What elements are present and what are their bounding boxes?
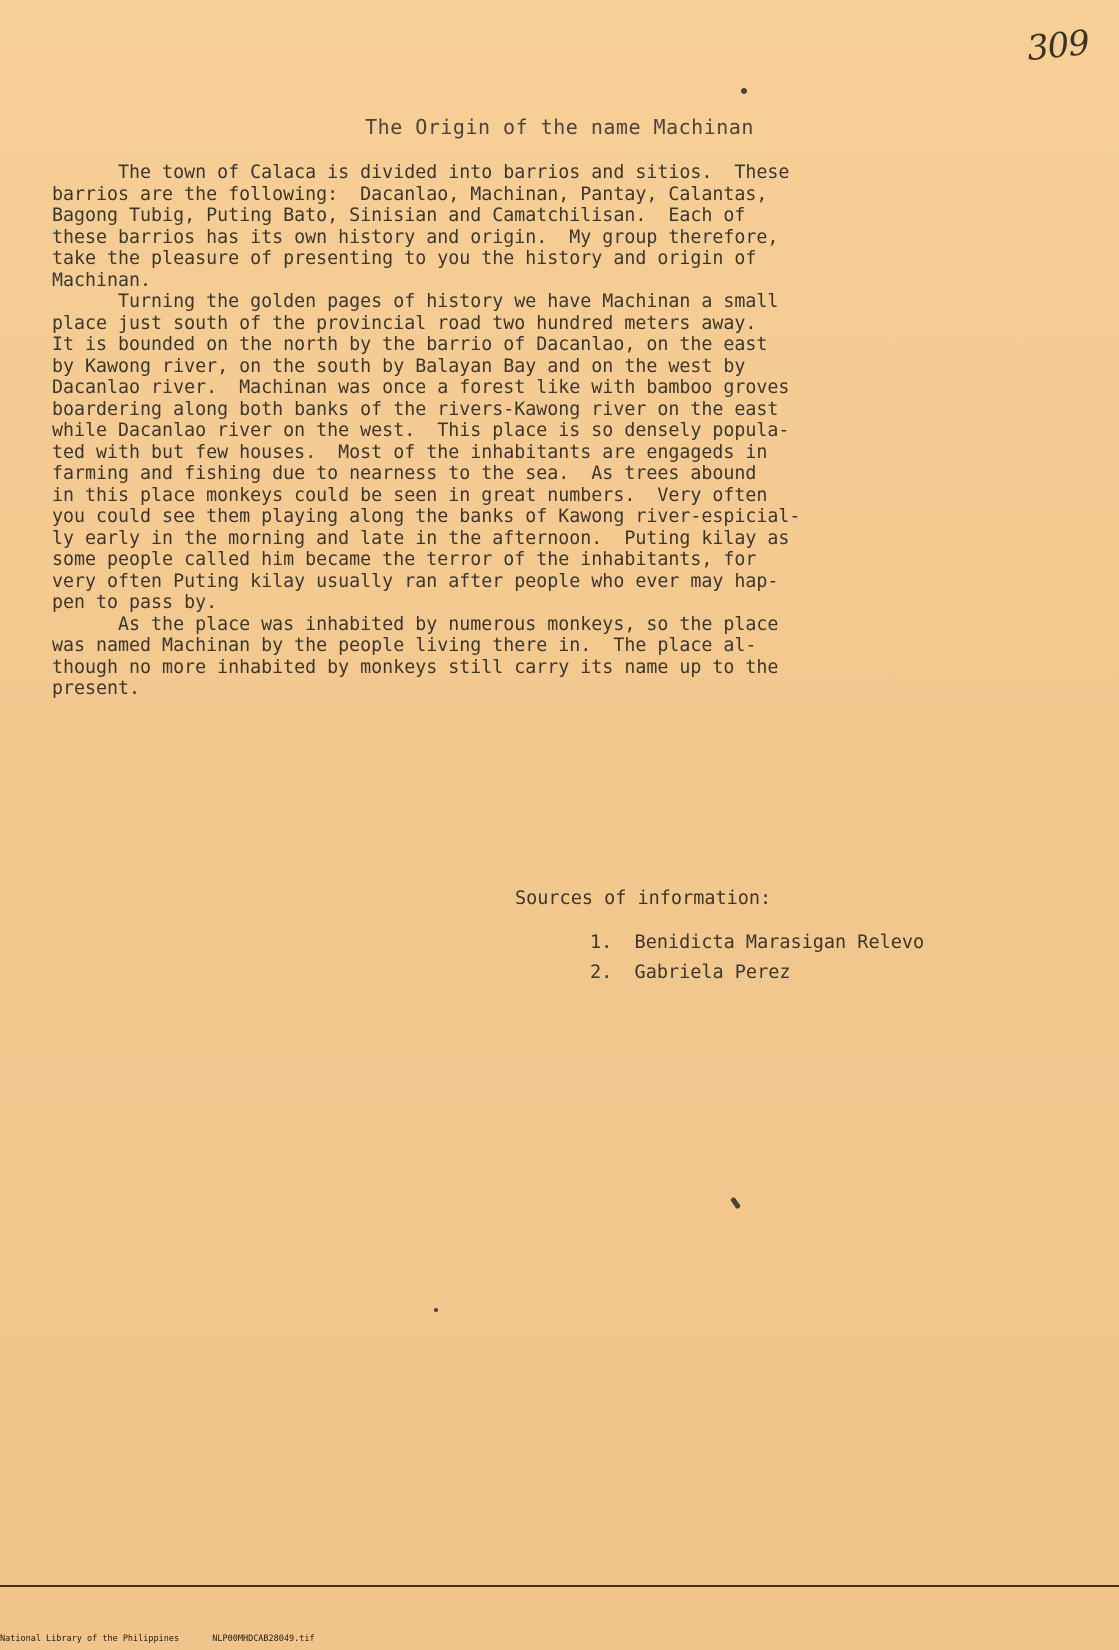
text-line: As the place was inhabited by numerous monkeys, so the place <box>52 613 779 635</box>
page-number: 309 <box>1025 22 1091 70</box>
sources-section <box>515 888 924 991</box>
footer-library: National Library of the Philippines <box>0 1634 180 1644</box>
text-line: was named Machinan by the people living there in. The place al- <box>52 635 757 656</box>
text-line: barrios are the following: Dacanlao, Machinan, Pantay, Calantas, <box>52 183 768 205</box>
text-line: by Kawong river, on the south by Balayan Bay and on the west by <box>52 355 746 377</box>
text-line: Turning the golden pages of history we have Machinan a small <box>52 291 779 312</box>
text-line: ted with but few houses. Most of the inhabitants are engageds in <box>52 441 768 463</box>
text-line: Dacanlao river. Machinan was once a forest like with bamboo groves <box>52 377 790 398</box>
sources-list <box>515 931 924 985</box>
ink-speck <box>741 88 747 94</box>
text-line: you could see them playing along the banks of Kawong river-espicial- <box>52 506 801 527</box>
text-line: boardering along both banks of the rivers-Kawong river on the east <box>52 398 779 420</box>
text-line: though no more inhabited by monkeys still carry its name up to the <box>52 656 779 678</box>
ink-speck <box>730 1197 741 1210</box>
text-line: some people called him became the terror of the inhabitants, for <box>52 549 757 570</box>
text-line: farming and fishing due to nearness to the sea. As trees abound <box>52 463 757 484</box>
text-line: take the pleasure of presenting to you the history and origin of <box>52 248 757 269</box>
text-line: present. <box>52 678 141 699</box>
document-title: The Origin of the name Machinan <box>365 115 754 139</box>
text-line: very often Puting kilay usually ran after people who ever may hap- <box>52 570 779 592</box>
text-line: pen to pass by. <box>52 592 218 613</box>
text-line: The town of Calaca is divided into barrios and sitios. These <box>52 162 790 183</box>
text-line: Machinan. <box>52 269 152 291</box>
ink-speck <box>434 1308 438 1312</box>
text-line: these barrios has its own history and origin. My group therefore, <box>52 226 779 248</box>
text-line: while Dacanlao river on the west. This place is so densely popula- <box>52 420 790 441</box>
text-line: Bagong Tubig, Puting Bato, Sinisian and Camatchilisan. Each of <box>52 205 746 226</box>
bottom-rule <box>0 1585 1119 1587</box>
body-text <box>52 162 1062 700</box>
footer-file-id: NLP00MHDCAB28049.tif <box>212 1634 315 1644</box>
text-line: It is bounded on the north by the barrio of Dacanlao, on the east <box>52 334 768 355</box>
text-line: place just south of the provincial road two hundred meters away. <box>52 312 757 334</box>
sources-heading: Sources of information: <box>515 888 772 909</box>
source-item: 1. Benidicta Marasigan Relevo <box>590 932 925 953</box>
source-item: 2. Gabriela Perez <box>590 962 791 983</box>
scan-footer <box>0 1634 1119 1644</box>
text-line: ly early in the morning and late in the afternoon. Puting kilay as <box>52 527 790 549</box>
text-line: in this place monkeys could be seen in great numbers. Very often <box>52 484 768 506</box>
